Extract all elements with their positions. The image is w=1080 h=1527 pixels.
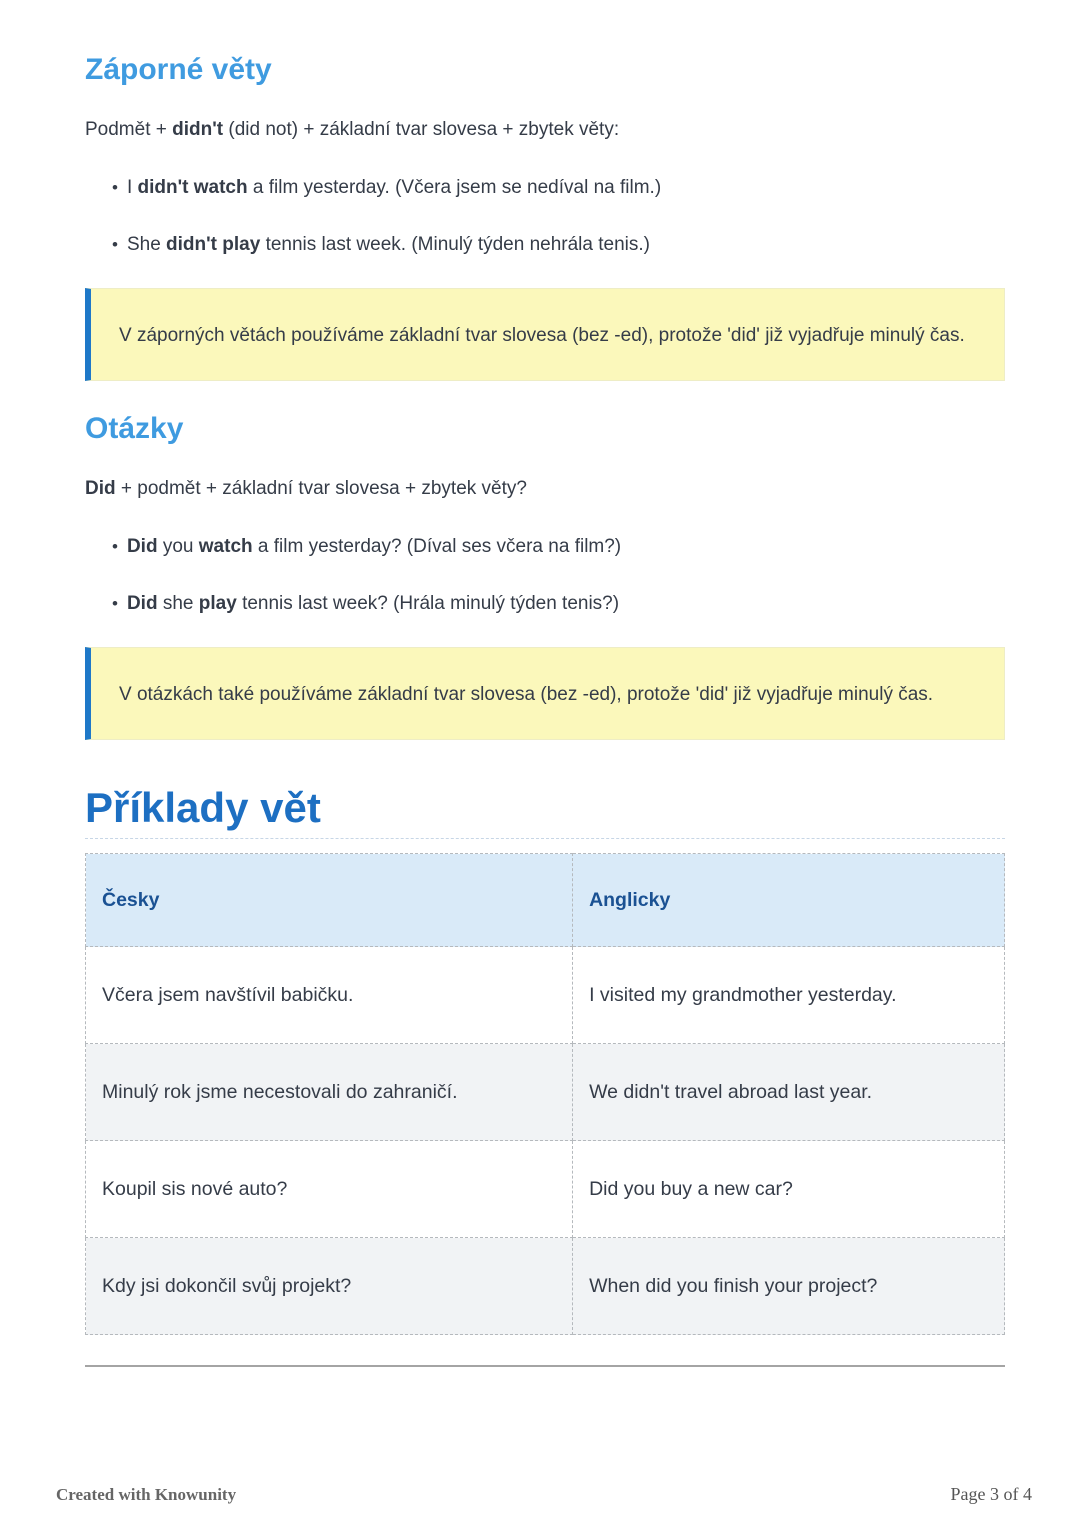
cell-english: Did you buy a new car? xyxy=(573,1141,1005,1238)
bullet-segment: she xyxy=(157,593,199,614)
formula-segment: (did not) + základní tvar slovesa + zbytek věty: xyxy=(223,119,620,140)
list-item xyxy=(112,174,1005,202)
bullet-segment-bold: Did xyxy=(126,593,158,614)
cell-czech: Kdy jsi dokončil svůj projekt? xyxy=(86,1238,573,1335)
column-header-english: Anglicky xyxy=(573,854,1005,947)
note-callout-text: V otázkách také používáme základní tvar slovesa (bez -ed), protože 'did' již vyjadřuje minulý čas. xyxy=(119,684,934,705)
bullet-segment-bold: didn't play xyxy=(166,234,261,255)
cell-english: When did you finish your project? xyxy=(573,1238,1005,1335)
bullet-segment: I xyxy=(126,177,138,198)
examples-table xyxy=(85,853,1005,1335)
example-list xyxy=(85,533,1005,618)
table-row xyxy=(86,1238,1005,1335)
cell-czech: Minulý rok jsme necestovali do zahraničí. xyxy=(86,1044,573,1141)
footer-branding: Created with Knowunity xyxy=(56,1485,237,1504)
section-negative-sentences xyxy=(85,52,1005,381)
bullet-segment: tennis last week? (Hrála minulý týden tenis?) xyxy=(236,593,620,614)
table-row xyxy=(86,947,1005,1044)
table-row xyxy=(86,1044,1005,1141)
bullet-icon: • xyxy=(112,537,118,556)
list-item xyxy=(112,231,1005,259)
cell-english: We didn't travel abroad last year. xyxy=(573,1044,1005,1141)
bullet-segment: tennis last week. (Minulý týden nehrála tenis.) xyxy=(260,234,650,255)
example-list xyxy=(85,174,1005,259)
cell-czech: Včera jsem navštívil babičku. xyxy=(86,947,573,1044)
bullet-segment-bold: Did xyxy=(126,536,158,557)
bullet-segment: She xyxy=(126,234,167,255)
bullet-icon: • xyxy=(112,235,118,254)
note-callout xyxy=(85,647,1005,740)
section-heading: Záporné věty xyxy=(85,53,272,86)
note-callout-text: V záporných větách používáme základní tvar slovesa (bez -ed), protože 'did' již vyjadřuje minulý čas. xyxy=(119,325,965,346)
list-item xyxy=(112,590,1005,618)
cell-czech: Koupil sis nové auto? xyxy=(86,1141,573,1238)
note-callout xyxy=(85,288,1005,381)
list-item xyxy=(112,533,1005,561)
table-row xyxy=(86,1141,1005,1238)
bullet-segment-bold: watch xyxy=(198,536,253,557)
bullet-segment: a film yesterday? (Díval ses včera na film?) xyxy=(252,536,622,557)
formula-text xyxy=(85,475,1005,503)
formula-segment-bold: Did xyxy=(85,478,116,499)
section-heading: Otázky xyxy=(85,412,184,445)
column-header-czech: Česky xyxy=(86,854,573,947)
table-header-row xyxy=(86,854,1005,947)
bullet-icon: • xyxy=(112,594,118,613)
bullet-icon: • xyxy=(112,178,118,197)
cell-english: I visited my grandmother yesterday. xyxy=(573,947,1005,1044)
formula-segment: + podmět + základní tvar slovesa + zbytek věty? xyxy=(115,478,527,499)
bullet-segment: a film yesterday. (Včera jsem se nedíval na film.) xyxy=(247,177,662,198)
page-footer xyxy=(56,1484,1032,1505)
page-number: Page 3 of 4 xyxy=(950,1484,1032,1504)
formula-segment: Podmět + xyxy=(85,119,173,140)
formula-text xyxy=(85,116,1005,144)
section-questions xyxy=(85,411,1005,740)
page-title: Příklady vět xyxy=(85,784,1005,839)
bullet-segment: you xyxy=(157,536,199,557)
formula-segment-bold: didn't xyxy=(172,119,224,140)
footer-divider xyxy=(85,1365,1005,1367)
bullet-segment-bold: didn't watch xyxy=(137,177,248,198)
bullet-segment-bold: play xyxy=(198,593,237,614)
